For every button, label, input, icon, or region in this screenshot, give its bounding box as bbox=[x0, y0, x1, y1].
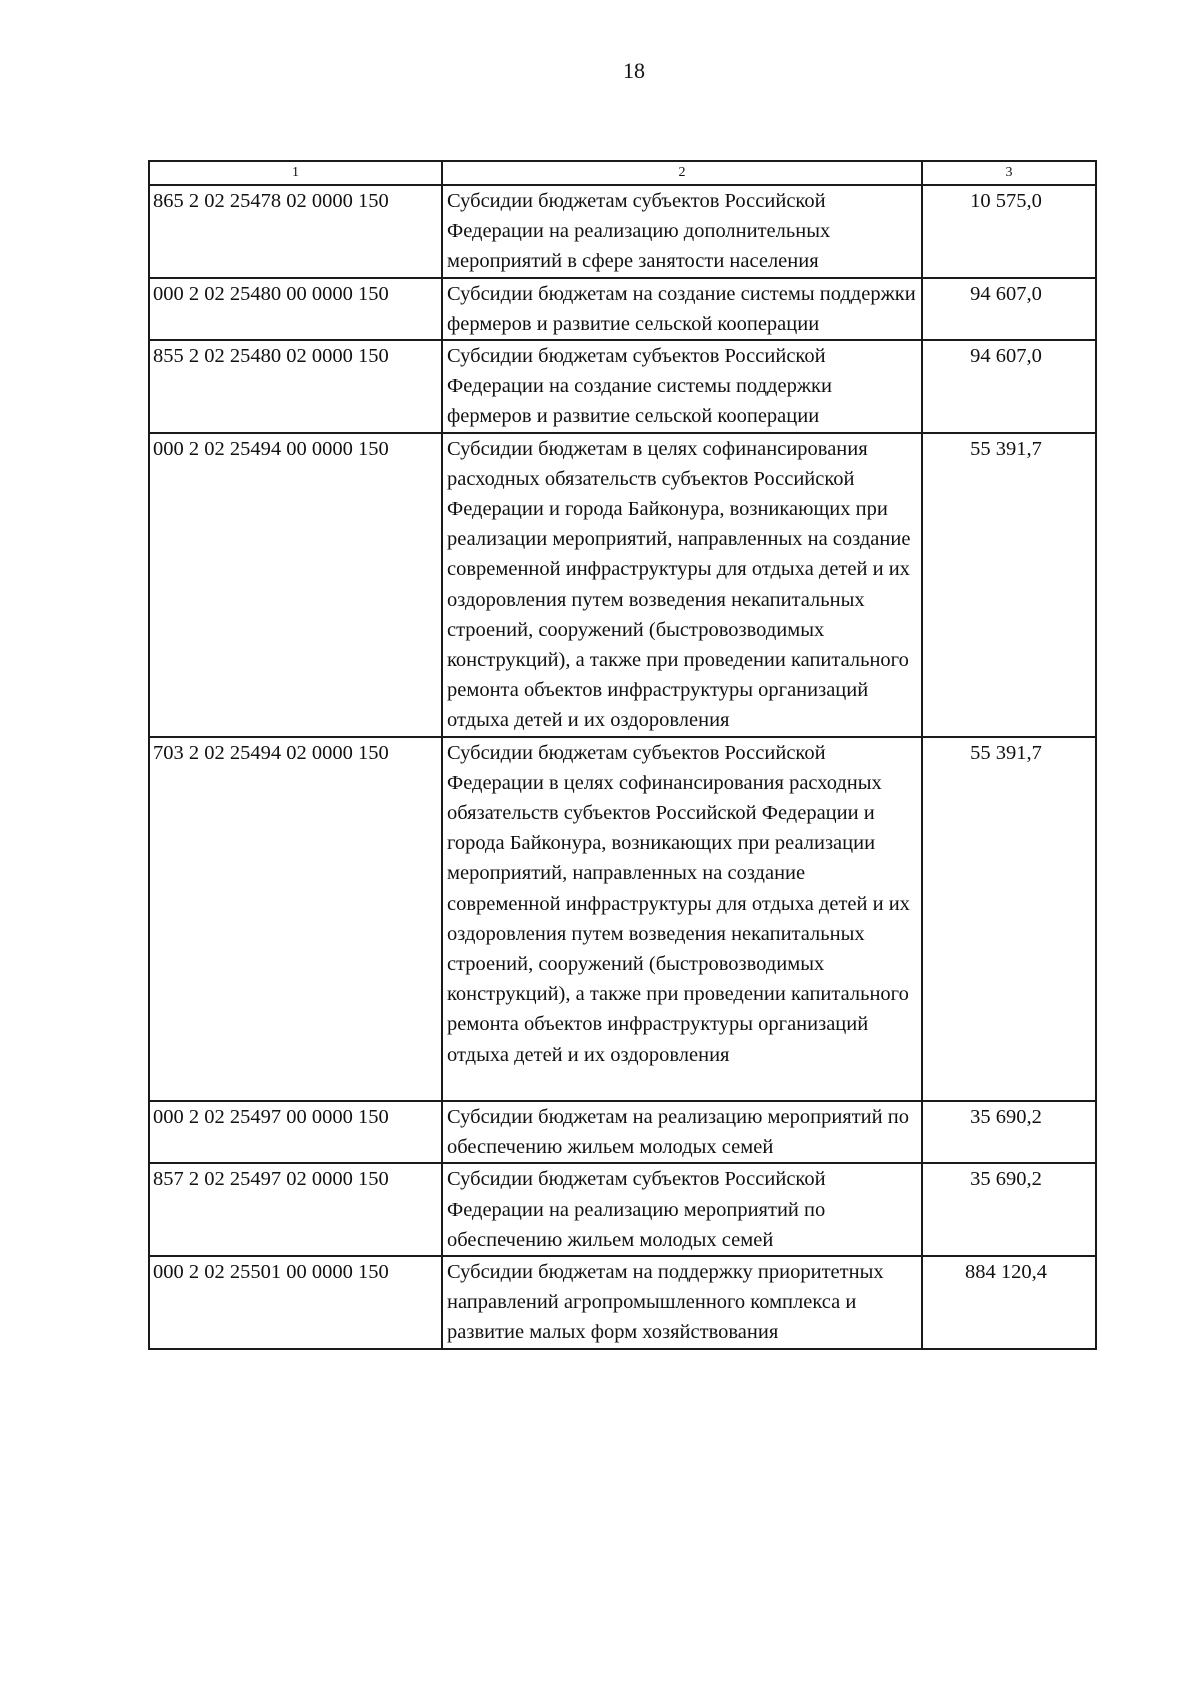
description-cell: Субсидии бюджетам на реализацию мероприятий по обеспечению жильем молодых семей bbox=[442, 1101, 922, 1163]
budget-code-cell: 000 2 02 25501 00 0000 150 bbox=[149, 1256, 442, 1349]
description-cell: Субсидии бюджетам в целях софинансирования расходных обязательств субъектов Российской Федерации и города Байконура, возникающих при реализации мероприятий, направленных на создание современной инфраструктуры для отдыха детей и их оздоровления путем возведения некапитальных строений, сооружений (быстровозводимых конструкций), а также при проведении капитального ремонта объектов инфраструктуры организаций отдыха детей и их оздоровления bbox=[442, 433, 922, 737]
header-row bbox=[149, 161, 1096, 185]
budget-code-cell: 865 2 02 25478 02 0000 150 bbox=[149, 185, 442, 278]
budget-code-cell: 855 2 02 25480 02 0000 150 bbox=[149, 340, 442, 433]
budget-code-cell: 000 2 02 25480 00 0000 150 bbox=[149, 278, 442, 340]
description-cell: Субсидии бюджетам на поддержку приоритетных направлений агропромышленного комплекса и развитие малых форм хозяйствования bbox=[442, 1256, 922, 1349]
amount-cell: 10 575,0 bbox=[922, 185, 1096, 278]
table-row bbox=[149, 433, 1096, 737]
amount-cell: 94 607,0 bbox=[922, 340, 1096, 433]
description-cell: Субсидии бюджетам субъектов Российской Федерации на реализацию дополнительных мероприятий в сфере занятости населения bbox=[442, 185, 922, 278]
budget-table bbox=[148, 160, 1097, 1350]
budget-code-cell: 000 2 02 25497 00 0000 150 bbox=[149, 1101, 442, 1163]
amount-cell: 35 690,2 bbox=[922, 1163, 1096, 1256]
description-cell: Субсидии бюджетам субъектов Российской Федерации в целях софинансирования расходных обязательств субъектов Российской Федерации и города Байконура, возникающих при реализации мероприятий, направленных на создание современной инфраструктуры для отдыха детей и их оздоровления путем возведения некапитальных строений, сооружений (быстровозводимых конструкций), а также при проведении капитального ремонта объектов инфраструктуры организаций отдыха детей и их оздоровления bbox=[442, 737, 922, 1101]
table-row bbox=[149, 1101, 1096, 1163]
table-body bbox=[149, 185, 1096, 1349]
budget-code-cell: 857 2 02 25497 02 0000 150 bbox=[149, 1163, 442, 1256]
amount-cell: 55 391,7 bbox=[922, 433, 1096, 737]
column-header-1: 1 bbox=[149, 161, 442, 185]
table-row bbox=[149, 737, 1096, 1101]
table-row bbox=[149, 1163, 1096, 1256]
table-row bbox=[149, 1256, 1096, 1349]
column-header-3: 3 bbox=[922, 161, 1096, 185]
table-row bbox=[149, 185, 1096, 278]
amount-cell: 55 391,7 bbox=[922, 737, 1096, 1101]
table-header bbox=[149, 161, 1096, 185]
amount-cell: 35 690,2 bbox=[922, 1101, 1096, 1163]
budget-code-cell: 000 2 02 25494 00 0000 150 bbox=[149, 433, 442, 737]
budget-code-cell: 703 2 02 25494 02 0000 150 bbox=[149, 737, 442, 1101]
description-cell: Субсидии бюджетам на создание системы поддержки фермеров и развитие сельской кооперации bbox=[442, 278, 922, 340]
table-row bbox=[149, 340, 1096, 433]
description-cell: Субсидии бюджетам субъектов Российской Федерации на реализацию мероприятий по обеспечению жильем молодых семей bbox=[442, 1163, 922, 1256]
amount-cell: 94 607,0 bbox=[922, 278, 1096, 340]
page-number: 18 bbox=[623, 58, 645, 83]
amount-cell: 884 120,4 bbox=[922, 1256, 1096, 1349]
description-cell: Субсидии бюджетам субъектов Российской Федерации на создание системы поддержки фермеров и развитие сельской кооперации bbox=[442, 340, 922, 433]
table-row bbox=[149, 278, 1096, 340]
column-header-2: 2 bbox=[442, 161, 922, 185]
